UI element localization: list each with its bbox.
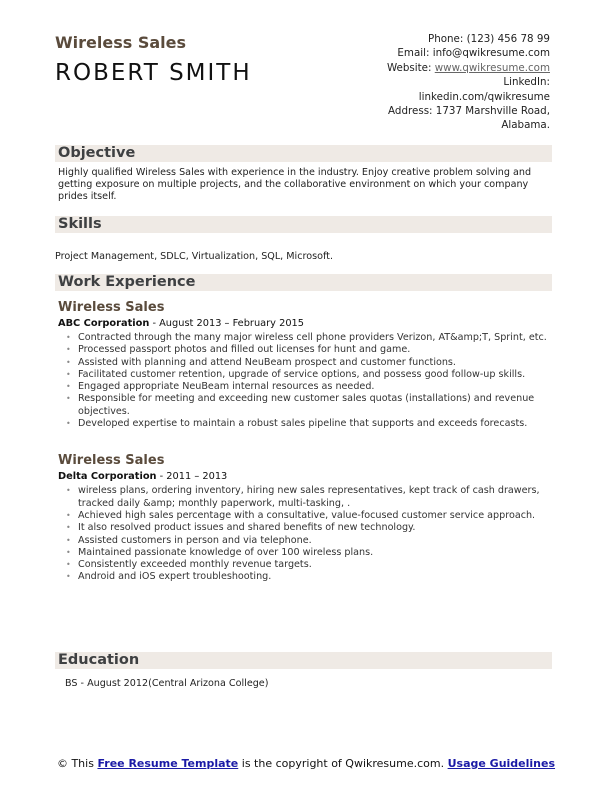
bullet-item: • Assisted customers in person and via telephone. [78,535,552,547]
bullet-item: • Responsible for meeting and exceeding new customer sales quotas (installations) and revenue objectives. [78,393,552,418]
job-company-line [58,471,552,482]
company-name: Delta Corporation [58,471,157,483]
contact-website [350,61,550,75]
section-heading-objective: Objective [55,145,552,162]
job-company-line [58,318,552,329]
company-name: ABC Corporation [58,318,150,329]
bullet-item: • Developed expertise to maintain a robust sales pipeline that supports and exceeds forecasts. [78,418,552,430]
bullet-item: • wireless plans, ordering inventory, hiring new sales representatives, kept track of cash drawers, tracked daily &amp; monthly paperwork, multi-tasking, . [78,485,552,510]
experience-section [55,274,552,584]
education-entry: BS - August 2012(Central Arizona College) [65,678,269,689]
bullet-item: • Contracted through the many major wireless cell phone providers Verizon, AT&amp;T, Sprint, etc. [78,332,552,344]
free-resume-template-link[interactable]: Free Resume Template [97,757,239,770]
contact-block [350,32,550,133]
footer-middle: is the copyright of Qwikresume.com. [238,757,448,770]
footer-prefix: © This [56,757,98,770]
bullet-item: • Maintained passionate knowledge of over 100 wireless plans. [78,547,552,559]
contact-address-line1: Address: 1737 Marshville Road, [388,105,550,118]
education-section [55,652,552,689]
contact-linkedin-label: LinkedIn: [503,76,550,89]
website-link[interactable]: www.qwikresume.com [434,61,550,74]
job-title: Wireless Sales [58,453,165,469]
skills-text: Project Management, SDLC, Virtualization, SQL, Microsoft. [55,251,333,262]
usage-guidelines-link[interactable]: Usage Guidelines [447,757,556,770]
bullet-item: • Android and iOS expert troubleshooting. [78,571,552,583]
job-dates: - 2011 – 2013 [156,471,228,483]
bullet-item: • Assisted with planning and attend NeuBeam prospect and customer functions. [78,357,552,369]
job-bullets [55,332,552,430]
objective-section [55,145,552,203]
resume-job-title: Wireless Sales [55,33,187,52]
job-entry [55,453,552,583]
job-title: Wireless Sales [58,300,165,315]
website-label: Website: [386,61,435,74]
bullet-item: • Achieved high sales percentage with a consultative, value-focused customer service approach. [78,510,552,522]
bullet-item: • Facilitated customer retention, upgrade of service options, and possess good follow-up skills. [78,369,552,381]
job-entry [55,300,552,430]
contact-phone: Phone: (123) 456 78 99 [427,33,550,45]
section-heading-education: Education [55,652,552,669]
bullet-item: • Consistently exceeded monthly revenue targets. [78,559,552,571]
bullet-item: • Processed passport photos and filled out licenses for hunt and game. [78,344,552,356]
bullet-item: • Engaged appropriate NeuBeam internal resources as needed. [78,381,552,393]
contact-address-line2: Alabama. [501,119,550,132]
job-dates: - August 2013 – February 2015 [149,318,305,329]
contact-email: Email: info@qwikresume.com [397,47,550,60]
contact-linkedin-value: linkedin.com/qwikresume [418,90,550,103]
section-heading-experience: Work Experience [55,274,552,291]
job-bullets [55,485,552,583]
copyright-footer [0,757,612,771]
candidate-name: ROBERT SMITH [55,60,252,86]
skills-section [55,216,552,263]
objective-text: Highly qualified Wireless Sales with experience in the industry. Enjoy creative problem solving and getting exposure on multiple projects, and the collaborative environment on which your company prides itself. [58,167,532,202]
bullet-item: • It also resolved product issues and shared benefits of new technology. [78,522,552,534]
section-heading-skills: Skills [55,216,552,233]
